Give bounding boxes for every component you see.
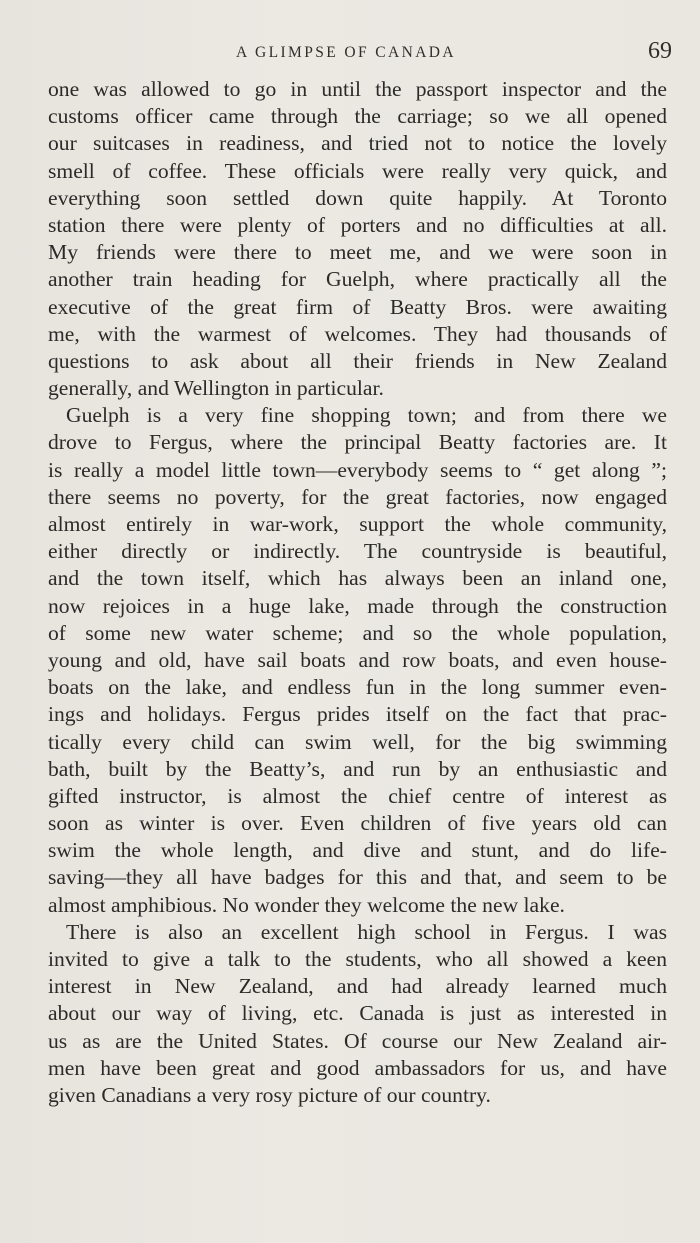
text-line: of some new water scheme; and so the whole population, [48,620,667,645]
text-line: either directly or indirectly. The countryside is beautiful, [48,539,667,564]
text-line: customs officer came through the carriage; so we all opened [48,104,667,129]
text-line: smell of coffee. These officials were really very quick, and [48,158,667,183]
text-line: young and old, have sail boats and row boats, and even house- [48,647,667,672]
text-line: generally, and Wellington in particular. [48,376,384,401]
text-line: bath, built by the Beatty’s, and run by an enthusiastic and [48,756,667,781]
text-line: almost amphibious. No wonder they welcome the new lake. [48,892,565,917]
text-line: there seems no poverty, for the great factories, now engaged [48,484,667,509]
text-line: tically every child can swim well, for the big swimming [48,729,667,754]
text-line: invited to give a talk to the students, who all showed a keen [48,947,667,971]
text-line: one was allowed to go in until the passport inspector and the [48,77,667,101]
text-line: station there were plenty of porters and no difficulties at all. [48,212,667,237]
text-line: everything soon settled down quite happily. At Toronto [48,185,667,210]
text-line: There is also an excellent high school in Fergus. I was [66,919,667,944]
text-line: us as are the United States. Of course our New Zealand air- [48,1028,667,1053]
text-line: men have been great and good ambassadors for us, and have [48,1055,667,1080]
text-line: me, with the warmest of welcomes. They had thousands of [48,321,667,346]
text-line: our suitcases in readiness, and tried not to notice the lovely [48,131,667,156]
text-line: and the town itself, which has always been an inland one, [48,566,667,591]
running-title: A GLIMPSE OF CANADA [236,44,456,61]
text-line: gifted instructor, is almost the chief centre of interest as [48,783,667,808]
text-line: Guelph is a very fine shopping town; and from there we [66,403,667,428]
text-line: now rejoices in a huge lake, made through the construction [48,593,667,618]
text-line: almost entirely in war-work, support the whole community, [48,512,667,536]
text-line: My friends were there to meet me, and we were soon in [48,240,667,265]
text-line: ings and holidays. Fergus prides itself on the fact that prac- [48,702,667,727]
body-text [48,76,667,1109]
page-header [48,38,672,68]
text-line: interest in New Zealand, and had already learned much [48,974,667,999]
text-line: is really a model little town—everybody seems to “ get along ”; [48,457,667,482]
text-line: saving—they all have badges for this and that, and seem to be [48,865,667,890]
text-line: given Canadians a very rosy picture of our country. [48,1082,491,1107]
text-line: another train heading for Guelph, where practically all the [48,267,667,292]
text-line: drove to Fergus, where the principal Beatty factories are. It [48,430,667,455]
text-line: soon as winter is over. Even children of five years old can [48,811,667,836]
text-line: executive of the great firm of Beatty Bros. were awaiting [48,294,667,319]
page-number: 69 [648,38,672,64]
text-line: swim the whole length, and dive and stunt, and do life- [48,838,667,863]
text-line: boats on the lake, and endless fun in the long summer even- [48,675,667,700]
text-line: about our way of living, etc. Canada is just as interested in [48,1001,667,1026]
text-line: questions to ask about all their friends in New Zealand [48,348,667,373]
